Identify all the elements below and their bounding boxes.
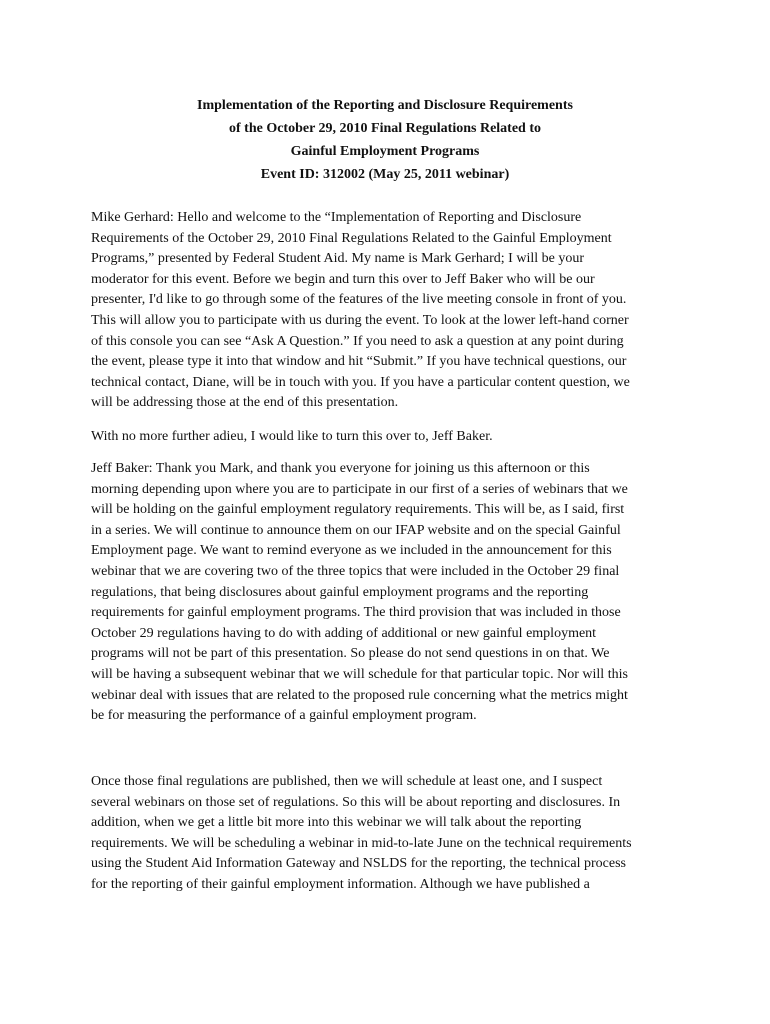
- text-line: regulations, that being disclosures about gainful employment programs and the reporting: [91, 584, 589, 600]
- text-line: for the reporting of their gainful employment information. Although we have published a: [91, 876, 590, 892]
- text-line: October 29 regulations having to do with adding of additional or new gainful employment: [91, 625, 597, 641]
- text-line: Employment page. We want to remind everyone as we included in the announcement for this: [91, 543, 612, 559]
- text-line: webinar deal with issues that are related to the proposed rule concerning what the metrics might: [91, 687, 628, 703]
- text-line: technical contact, Diane, will be in touch with you. If you have a particular content question, we: [91, 374, 630, 390]
- text-line: be for measuring the performance of a gainful employment program.: [91, 708, 477, 724]
- event-id-line: Event ID: 312002 (May 25, 2011 webinar): [260, 167, 510, 182]
- text-line: several webinars on those set of regulations. So this will be about reporting and disclosures. In: [91, 794, 621, 810]
- text-line: the event, please type it into that window and hit “Submit.” If you have technical questions, our: [91, 354, 627, 370]
- text-line: Once those final regulations are published, then we will schedule at least one, and I suspect: [91, 774, 603, 789]
- text-line: requirements. We will be scheduling a webinar in mid-to-late June on the technical requirements: [91, 835, 632, 851]
- text-line: Requirements of the October 29, 2010 Final Regulations Related to the Gainful Employment: [91, 230, 612, 246]
- paragraph-final-regulations: [91, 772, 691, 896]
- text-line: will be holding on the gainful employment regulatory requirements. This will be, as I said, first: [91, 502, 625, 518]
- document-title: [91, 94, 679, 186]
- text-line: will be having a subsequent webinar that we will schedule for that particular topic. Nor will this: [91, 666, 628, 682]
- text-line: webinar that we are covering two of the three topics that were included in the October 29 final: [91, 563, 620, 579]
- paragraph-jeff-baker-remarks: [91, 459, 691, 727]
- text-line: requirements for gainful employment programs. The third provision that was included in those: [91, 605, 621, 621]
- text-line: Mike Gerhard: Hello and welcome to the “Implementation of Reporting and Disclosure: [91, 210, 582, 225]
- text-line: addition, when we get a little bit more into this webinar we will talk about the reporting: [91, 815, 582, 831]
- paragraph-mike-gerhard-intro: [91, 208, 691, 414]
- paragraph-handover: [91, 427, 691, 448]
- text-line: programs will not be part of this presentation. So please do not send questions in on that. We: [91, 646, 610, 662]
- title-line: Implementation of the Reporting and Disclosure Requirements: [197, 98, 573, 113]
- text-line: presenter, I'd like to go through some of the features of the live meeting console in front of you.: [91, 292, 627, 308]
- text-line: Jeff Baker: Thank you Mark, and thank you everyone for joining us this afternoon or this: [91, 461, 590, 476]
- text-line: moderator for this event. Before we begin and turn this over to Jeff Baker who will be our: [91, 271, 595, 287]
- text-line: using the Student Aid Information Gateway and NSLDS for the reporting, the technical process: [91, 856, 626, 872]
- text-line: This will allow you to participate with us during the event. To look at the lower left-hand corner: [91, 312, 629, 328]
- text-line: morning depending upon where you are to participate in our first of a series of webinars that we: [91, 481, 628, 497]
- text-line: will be addressing those at the end of this presentation.: [91, 395, 399, 411]
- text-line: in a series. We will continue to announce them on our IFAP website and on the special Gainful: [91, 522, 621, 538]
- text-line: of this console you can see “Ask A Question.” If you need to ask a question at any point during: [91, 333, 624, 349]
- title-line: Gainful Employment Programs: [290, 144, 480, 159]
- title-line: of the October 29, 2010 Final Regulations Related to: [229, 121, 541, 136]
- text-line: Programs,” presented by Federal Student Aid. My name is Mark Gerhard; I will be your: [91, 251, 585, 267]
- text-line: With no more further adieu, I would like to turn this over to, Jeff Baker.: [91, 429, 493, 444]
